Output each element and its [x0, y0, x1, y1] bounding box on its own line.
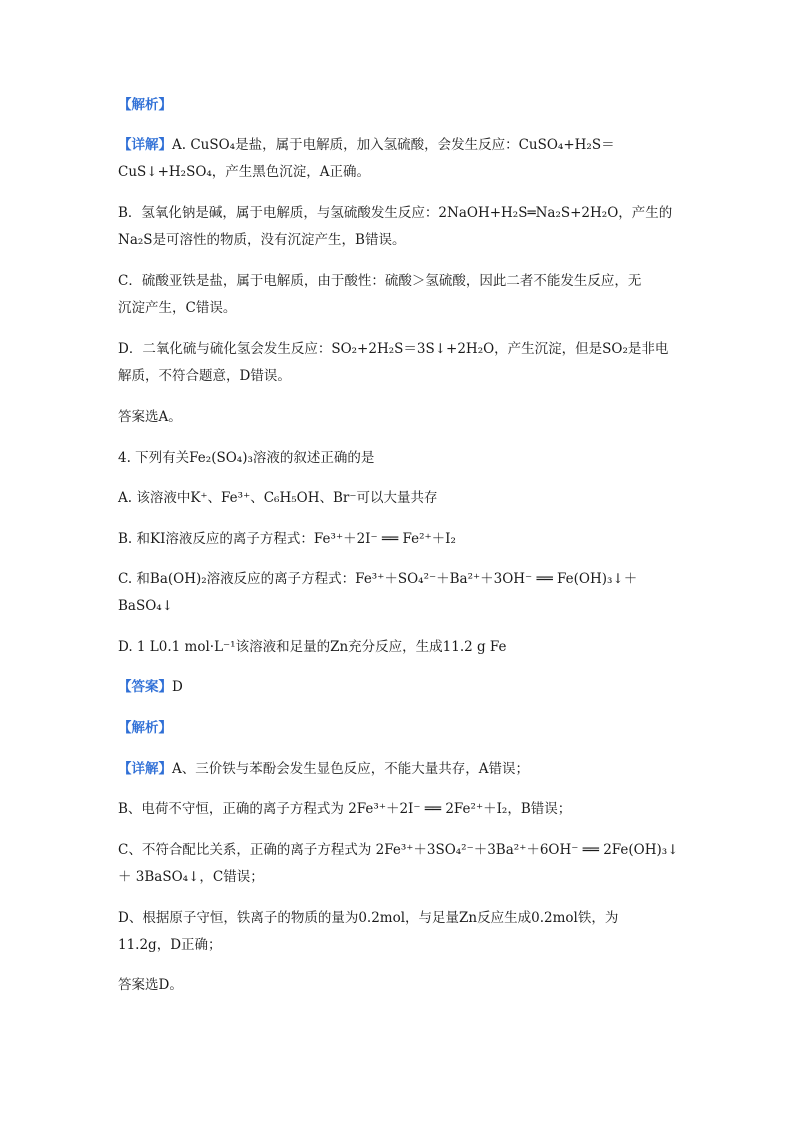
detail-line-b1: B．氢氧化钠是碱，属于电解质，与氢硫酸发生反应：2NaOH+H₂S═Na₂S+2H₂O，产生的 [118, 205, 673, 221]
detail2-line-d2: 11.2g，D正确； [118, 937, 222, 953]
detail2-line-c1: C、不符合配比关系，正确的离子方程式为 2Fe³⁺＋3SO₄²⁻＋3Ba²⁺＋6OH⁻ ══ 2Fe(OH)₃↓ [118, 842, 679, 858]
detail-line-c1: C．硫酸亚铁是盐，属于电解质，由于酸性：硫酸＞氢硫酸，因此二者不能发生反应，无 [118, 273, 642, 289]
detail2-text-a: A、三价铁与苯酚会发生显色反应，不能大量共存，A错误； [172, 761, 529, 777]
detail-line-a1 [118, 135, 678, 155]
answer-line-2: 答案选D。 [118, 977, 183, 993]
detail2-line-a [118, 759, 678, 779]
answer-label [118, 677, 678, 697]
detail-line-d2: 解质，不符合题意，D错误。 [118, 368, 291, 384]
detail-line-b2: Na₂S是可溶性的物质，没有沉淀产生，B错误。 [118, 232, 406, 248]
option-c-line2: BaSO₄↓ [118, 598, 174, 614]
option-b: B. 和KI溶液反应的离子方程式：Fe³⁺＋2I⁻ ══ Fe²⁺＋I₂ [118, 531, 456, 547]
answer-line-1: 答案选A。 [118, 409, 182, 425]
option-c-line1: C. 和Ba(OH)₂溶液反应的离子方程式：Fe³⁺＋SO₄²⁻＋Ba²⁺＋3OH⁻ ══ Fe(OH)₃↓＋ [118, 571, 638, 587]
question-4-stem: 4. 下列有关Fe₂(SO₄)₃溶液的叙述正确的是 [118, 450, 375, 466]
option-a: A. 该溶液中K⁺、Fe³⁺、C₆H₅OH、Br⁻可以大量共存 [118, 490, 438, 506]
detail2-line-c2: ＋ 3BaSO₄↓，C错误； [118, 869, 264, 885]
detail-tag-2: 【详解】 [118, 761, 172, 777]
detail-tag: 【详解】 [118, 137, 172, 153]
answer-tag: 【答案】 [118, 679, 172, 695]
analysis-heading: 【解析】 [118, 97, 172, 113]
detail2-line-b: B、电荷不守恒，正确的离子方程式为 2Fe³⁺＋2I⁻ ══ 2Fe²⁺＋I₂，B错误； [118, 801, 572, 817]
answer-value: D [172, 679, 183, 695]
option-d: D. 1 L0.1 mol·L⁻¹该溶液和足量的Zn充分反应，生成11.2 g Fe [118, 639, 507, 655]
analysis-heading-2: 【解析】 [118, 720, 172, 736]
detail2-line-d1: D、根据原子守恒，铁离子的物质的量为0.2mol，与足量Zn反应生成0.2mol铁，为 [118, 910, 619, 926]
detail-text: A. CuSO₄是盐，属于电解质，加入氢硫酸，会发生反应：CuSO₄+H₂S＝ [172, 137, 615, 153]
detail-line-d1: D．二氧化硫与硫化氢会发生反应：SO₂+2H₂S＝3S↓+2H₂O，产生沉淀，但是SO₂是非电 [118, 341, 669, 357]
detail-line-a2: CuS↓+H₂SO₄，产生黑色沉淀，A正确。 [118, 164, 371, 180]
detail-line-c2: 沉淀产生，C错误。 [118, 300, 237, 316]
